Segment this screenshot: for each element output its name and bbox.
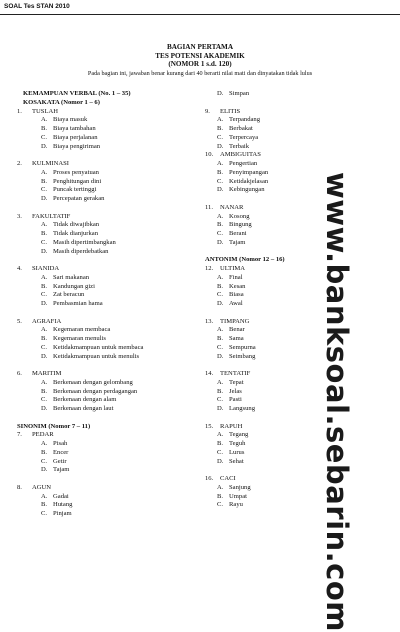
test-title: TES POTENSI AKADEMIK [155, 51, 245, 60]
option-15c[interactable]: C. Lurus [217, 448, 245, 456]
section-heading-kosakata: KOSAKATA (Nomor 1 – 6) [23, 98, 100, 106]
section-heading-antonim: ANTONIM (Nomor 12 – 16) [205, 256, 285, 264]
option-6c[interactable]: C. Berkenaan dengan alam [41, 396, 117, 404]
option-8d[interactable]: D. Simpan [217, 90, 250, 97]
instructions-text: Pada bagian ini, jawaban benar kurang dari 40 berarti nilai mati dan dinyatakan tidak lulus [87, 70, 313, 77]
option-16b[interactable]: B. Umpat [217, 492, 247, 500]
option-15d[interactable]: D. Sehat [217, 457, 244, 465]
option-5d[interactable]: D. Ketidakmampuan untuk menulis [41, 352, 140, 360]
option-3b[interactable]: B. Tidak dianjurkan [41, 230, 98, 237]
option-11d[interactable]: D. Tajam [217, 238, 246, 246]
website-watermark [320, 172, 388, 632]
question-14: 14. TENTATIF [205, 370, 251, 377]
option-14d[interactable]: D. Langsung [217, 405, 256, 412]
question-8: 8. AGUN [17, 483, 52, 491]
question-10: 10. AMBIGUITAS [205, 151, 261, 159]
option-12c[interactable]: C. Biasa [217, 291, 244, 299]
option-13a[interactable]: A. Benar [217, 326, 245, 334]
option-2d[interactable]: D. Percepatan gerakan [41, 195, 105, 202]
section-heading-sinonim: SINONIM (Nomor 7 – 11) [17, 422, 91, 430]
option-16a[interactable]: A. Sanjung [217, 483, 251, 491]
option-14a[interactable]: A. Tepat [217, 378, 244, 386]
option-12d[interactable]: D. Awal [217, 300, 243, 307]
option-2a[interactable]: A. Proses penyatuan [41, 168, 99, 176]
option-14b[interactable]: B. Jelas [217, 387, 242, 395]
option-11c[interactable]: C. Berani [217, 230, 247, 237]
option-8b[interactable]: B. Hutang [41, 501, 73, 509]
option-8c[interactable]: C. Pinjam [41, 510, 72, 517]
section-heading-verbal: KEMAMPUAN VERBAL (No. 1 – 35) [23, 90, 131, 97]
option-7c[interactable]: C. Getir [41, 457, 67, 465]
option-5c[interactable]: C. Ketidakmampuan untuk membaca [41, 343, 144, 351]
option-2b[interactable]: B. Penghitungan dini [41, 177, 102, 185]
question-11: 11. NANAR [205, 203, 244, 211]
watermark-text: www.banksoal.sebarin.com [320, 172, 354, 632]
option-13c[interactable]: C. Sempurna [217, 343, 256, 351]
question-5: 5. AGRAFIA [17, 317, 62, 325]
option-5a[interactable]: A. Kegemaran membaca [41, 326, 111, 334]
question-16: 16. CACI [205, 475, 236, 482]
option-3d[interactable]: D. Masih diperdebatkan [41, 247, 109, 255]
option-7d[interactable]: D. Tajam [41, 466, 70, 474]
option-10b[interactable]: B. Penyimpangan [217, 168, 269, 176]
question-7: 7. PEDAR [17, 431, 54, 439]
option-4c[interactable]: C. Zat beracun [41, 291, 85, 299]
option-11a[interactable]: A. Kosong [217, 212, 250, 220]
option-14c[interactable]: C. Pasti [217, 396, 242, 404]
option-13d[interactable]: D. Seimbang [217, 352, 256, 360]
right-column [205, 90, 325, 510]
option-12a[interactable]: A. Final [217, 273, 243, 281]
option-3a[interactable]: A. Tidak diwajibkan [41, 221, 100, 229]
question-number: 1. [17, 107, 22, 115]
header-rule [0, 14, 400, 15]
question-9: 9. ELITIS [205, 107, 241, 115]
option-5b[interactable]: B. Kegemaran menulis [41, 335, 106, 342]
question-15: 15. RAPUH [205, 422, 243, 430]
option-6b[interactable]: B. Berkenaan dengan perdagangan [41, 387, 138, 395]
option-4b[interactable]: B. Kandungan gizi [41, 282, 95, 290]
option-6a[interactable]: A. Berkenaan dengan gelombang [41, 378, 133, 386]
option-9c[interactable]: C. Terpercaya [217, 133, 259, 141]
question-13: 13. TIMPANG [205, 317, 250, 325]
option-1a[interactable]: A. Biaya masuk [41, 116, 88, 124]
document-header-label: SOAL Tes STAN 2010 [4, 3, 70, 10]
option-7b[interactable]: B. Encer [41, 448, 69, 456]
option-15b[interactable]: B. Teguh [217, 440, 246, 447]
option-15a[interactable]: A. Tegang [217, 431, 249, 439]
option-1b[interactable]: B. Biaya tambahan [41, 125, 96, 132]
question-2: 2. KULMINASI [17, 160, 69, 167]
option-1c[interactable]: C. Biaya perjalanan [41, 133, 98, 141]
number-range-title: (NOMOR 1 s.d. 120) [168, 60, 232, 68]
left-column [17, 90, 202, 519]
option-10a[interactable]: A. Pengertian [217, 160, 258, 167]
question-4: 4. SIANIDA [17, 265, 60, 272]
option-12b[interactable]: B. Kesan [217, 282, 246, 290]
question-1 [17, 108, 202, 117]
question-word: TUSLAH [32, 107, 59, 115]
section-title: BAGIAN PERTAMA [166, 43, 234, 51]
option-9b[interactable]: B. Berbakat [217, 125, 253, 132]
option-3c[interactable]: C. Masih dipertimbangkan [41, 238, 116, 246]
option-2c[interactable]: C. Puncak tertinggi [41, 186, 97, 194]
option-4d[interactable]: D. Pembasmian hama [41, 300, 103, 307]
option-9a[interactable]: A. Terpandang [217, 116, 261, 124]
option-16c[interactable]: C. Rayu [217, 501, 243, 509]
option-11b[interactable]: B. Bingung [217, 221, 252, 229]
option-13b[interactable]: B. Sama [217, 335, 244, 342]
option-8a[interactable]: A. Gadai [41, 492, 69, 500]
option-10c[interactable]: C. Ketidakjelasan [217, 177, 269, 185]
option-7a[interactable]: A. Pisah [41, 440, 68, 447]
question-12: 12. ULTIMA [205, 265, 246, 272]
option-1d[interactable]: D. Biaya pengiriman [41, 142, 101, 150]
option-10d[interactable]: D. Kebingungan [217, 186, 265, 194]
option-4a[interactable]: A. Sari makanan [41, 273, 90, 281]
question-6: 6. MARITIM [17, 370, 62, 377]
option-9d[interactable]: D. Terbaik [217, 142, 250, 150]
option-6d[interactable]: D. Berkenaan dengan laut [41, 405, 114, 412]
question-3: 3. FAKULTATIF [17, 212, 71, 220]
